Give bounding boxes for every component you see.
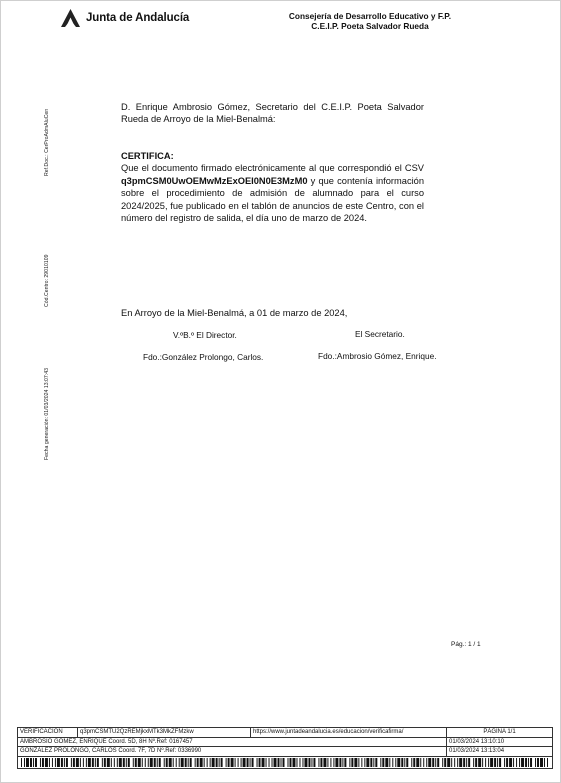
vb-director: V.ºB.º El Director. — [173, 330, 237, 340]
table-row — [18, 728, 553, 738]
table-row — [18, 747, 553, 757]
centro-name: C.E.I.P. Poeta Salvador Rueda — [311, 21, 429, 31]
junta-emblem-icon — [61, 9, 80, 27]
certifica-text-1: Que el documento firmado electrónicamente al que correspondió el CSV — [121, 163, 424, 174]
footer-page: PÁGINA 1/1 — [447, 728, 553, 738]
cod-centro-vertical: Cód.Centro: 29010109 — [44, 254, 50, 307]
page-number: Pág.: 1 / 1 — [451, 641, 481, 648]
table-row — [18, 756, 553, 768]
logo-text: Junta de Andalucía — [86, 12, 190, 24]
junta-logo — [61, 9, 189, 27]
ref-doc-vertical: Ref.Doc.: CerProAdmAluCen — [44, 108, 50, 176]
place-date: En Arroyo de la Miel-Benalmá, a 01 de marzo de 2024, — [121, 308, 348, 318]
verificacion-url[interactable]: https://www.juntadeandalucia.es/educacion/verificafirma/ — [251, 728, 447, 738]
consejeria-name: Consejería de Desarrollo Educativo y F.P. — [288, 11, 452, 21]
secretario-title: El Secretario. — [355, 329, 405, 339]
header-institution — [245, 11, 495, 31]
verificacion-code: q3pmCSMTU2QzREMjkxMTk3MkZFMzkw — [78, 728, 251, 738]
intro-paragraph: D. Enrique Ambrosio Gómez, Secretario del C.E.I.P. Poeta Salvador Rueda de Arroyo de la Miel-Benalmá: — [121, 102, 424, 125]
certifica-paragraph — [121, 162, 424, 224]
fdo-director: Fdo.:González Prolongo, Carlos. — [143, 352, 264, 362]
signer-2: GONZÁLEZ PROLONGO, CARLOS Coord. 7F, 7D Nº.Ref: 0336990 — [18, 747, 447, 757]
barcode — [18, 757, 552, 768]
fecha-generacion-vertical: Fecha generación: 01/03/2024 13:07:43 — [44, 367, 50, 460]
signer-1-date: 01/03/2024 13:10:10 — [447, 737, 553, 747]
certifica-title: CERTIFICA: — [121, 151, 174, 161]
signer-2-date: 01/03/2024 13:13:04 — [447, 747, 553, 757]
certifica-text-2: y que contenía información sobre el procedimiento de admisión de alumnado para el curso 2024/2025, fue publicado en el tablón de anuncios de este Centro, con el número del registro de salida, el día uno de marzo de 2024. — [121, 175, 424, 224]
signer-1: AMBROSIO GÓMEZ, ENRIQUE Coord. 5D, 8H Nº.Ref: 0167457 — [18, 737, 447, 747]
verificacion-label: VERIFICACIÓN — [18, 728, 78, 738]
certifica-block — [121, 150, 424, 224]
barcode-cell — [18, 756, 553, 768]
fdo-secretario: Fdo.:Ambrosio Gómez, Enrique. — [318, 351, 437, 361]
table-row — [18, 737, 553, 747]
csv-code: q3pmCSM0UwOEMwMzExOEI0N0E3MzM0 — [121, 175, 308, 186]
verification-table — [17, 727, 553, 769]
